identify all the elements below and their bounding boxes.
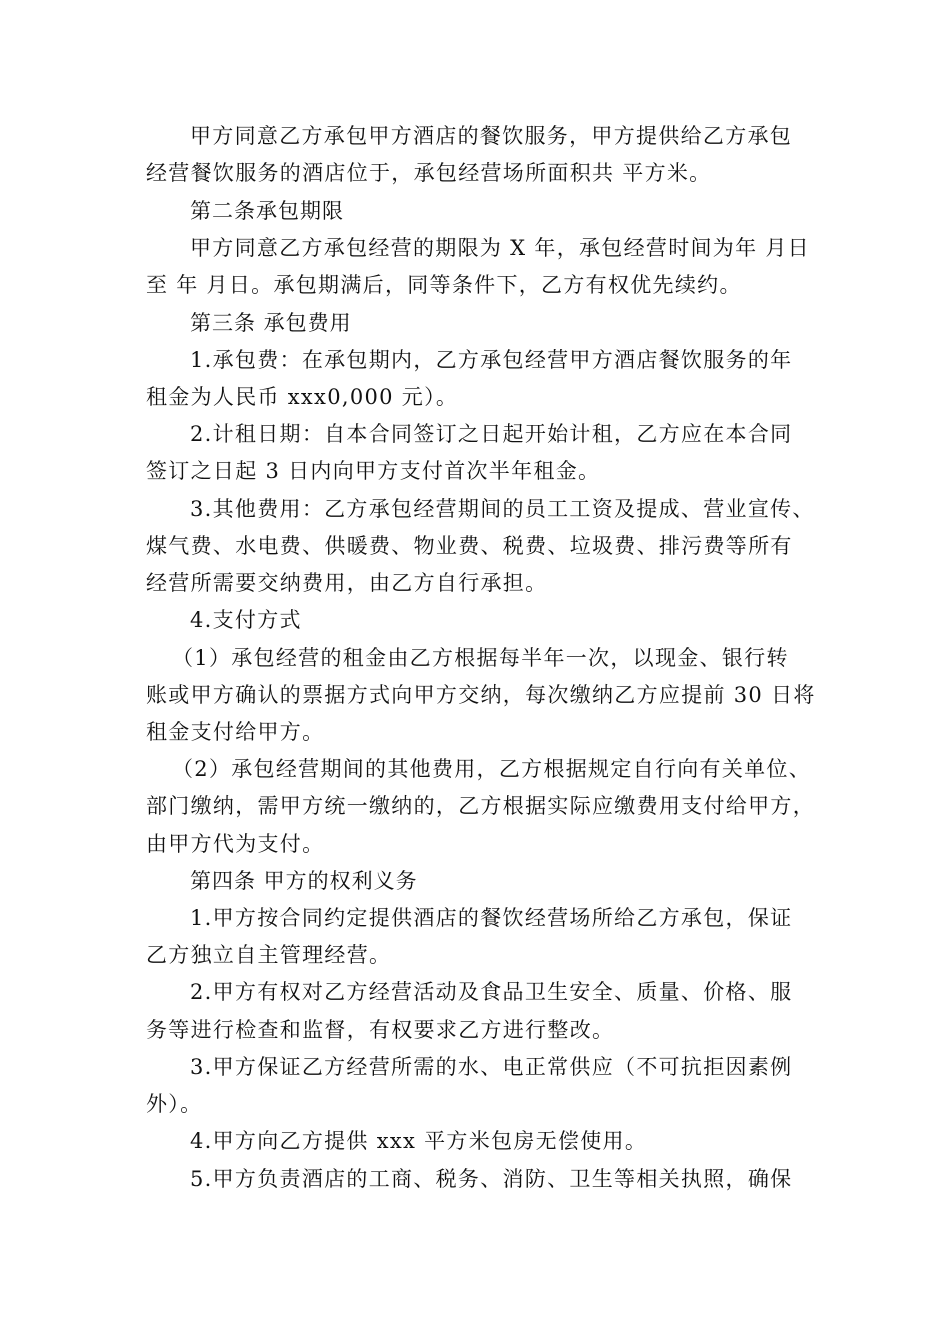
section-heading: 第四条 甲方的权利义务 <box>190 869 418 893</box>
paragraph-line: 由甲方代为支付。 <box>146 832 325 856</box>
paragraph-line: 煤气费、水电费、供暖费、物业费、税费、垃圾费、排污费等所有 <box>146 534 793 558</box>
paragraph-line: 外）。 <box>146 1092 203 1116</box>
paragraph-line: 3.其他费用：乙方承包经营期间的员工工资及提成、营业宣传、 <box>190 497 815 521</box>
paragraph-line: 1.承包费：在承包期内，乙方承包经营甲方酒店餐饮服务的年 <box>190 348 793 372</box>
paragraph-line: 务等进行检查和监督，有权要求乙方进行整改。 <box>146 1018 615 1042</box>
section-heading: 第三条 承包费用 <box>190 311 352 335</box>
paragraph-line: 甲方同意乙方承包甲方酒店的餐饮服务，甲方提供给乙方承包 <box>190 124 793 148</box>
paragraph-line: 乙方独立自主管理经营。 <box>146 943 392 967</box>
paragraph-line: 经营餐饮服务的酒店位于，承包经营场所面积共 平方米。 <box>146 161 712 185</box>
paragraph-line: 租金为人民币 xxx0,000 元）。 <box>146 385 459 409</box>
paragraph-line: 4.甲方向乙方提供 xxx 平方米包房无偿使用。 <box>190 1129 648 1153</box>
paragraph-line: 甲方同意乙方承包经营的期限为 X 年，承包经营时间为年 月日 <box>190 236 810 260</box>
paragraph-line: 租金支付给甲方。 <box>146 720 325 744</box>
paragraph-line: 2.计租日期：自本合同签订之日起开始计租，乙方应在本合同 <box>190 422 793 446</box>
paragraph-line: 5.甲方负责酒店的工商、税务、消防、卫生等相关执照，确保 <box>190 1167 793 1191</box>
paragraph-line: 部门缴纳，需甲方统一缴纳的，乙方根据实际应缴费用支付给甲方， <box>146 794 815 818</box>
paragraph-line: （1）承包经营的租金由乙方根据每半年一次，以现金、银行转 <box>172 646 789 670</box>
paragraph-line: 3.甲方保证乙方经营所需的水、电正常供应（不可抗拒因素例 <box>190 1055 793 1079</box>
paragraph-line: 经营所需要交纳费用，由乙方自行承担。 <box>146 571 548 595</box>
paragraph-line: 至 年 月日。承包期满后，同等条件下，乙方有权优先续约。 <box>146 273 742 297</box>
paragraph-line: 2.甲方有权对乙方经营活动及食品卫生安全、质量、价格、服 <box>190 980 793 1004</box>
paragraph-line: 1.甲方按合同约定提供酒店的餐饮经营场所给乙方承包，保证 <box>190 906 793 930</box>
paragraph-line: （2）承包经营期间的其他费用，乙方根据规定自行向有关单位、 <box>172 757 812 781</box>
paragraph-line: 签订之日起 3 日内向甲方支付首次半年租金。 <box>146 459 601 483</box>
section-heading: 第二条承包期限 <box>190 199 344 223</box>
paragraph-line: 4.支付方式 <box>190 608 302 632</box>
paragraph-line: 账或甲方确认的票据方式向甲方交纳，每次缴纳乙方应提前 30 日将 <box>146 683 816 707</box>
